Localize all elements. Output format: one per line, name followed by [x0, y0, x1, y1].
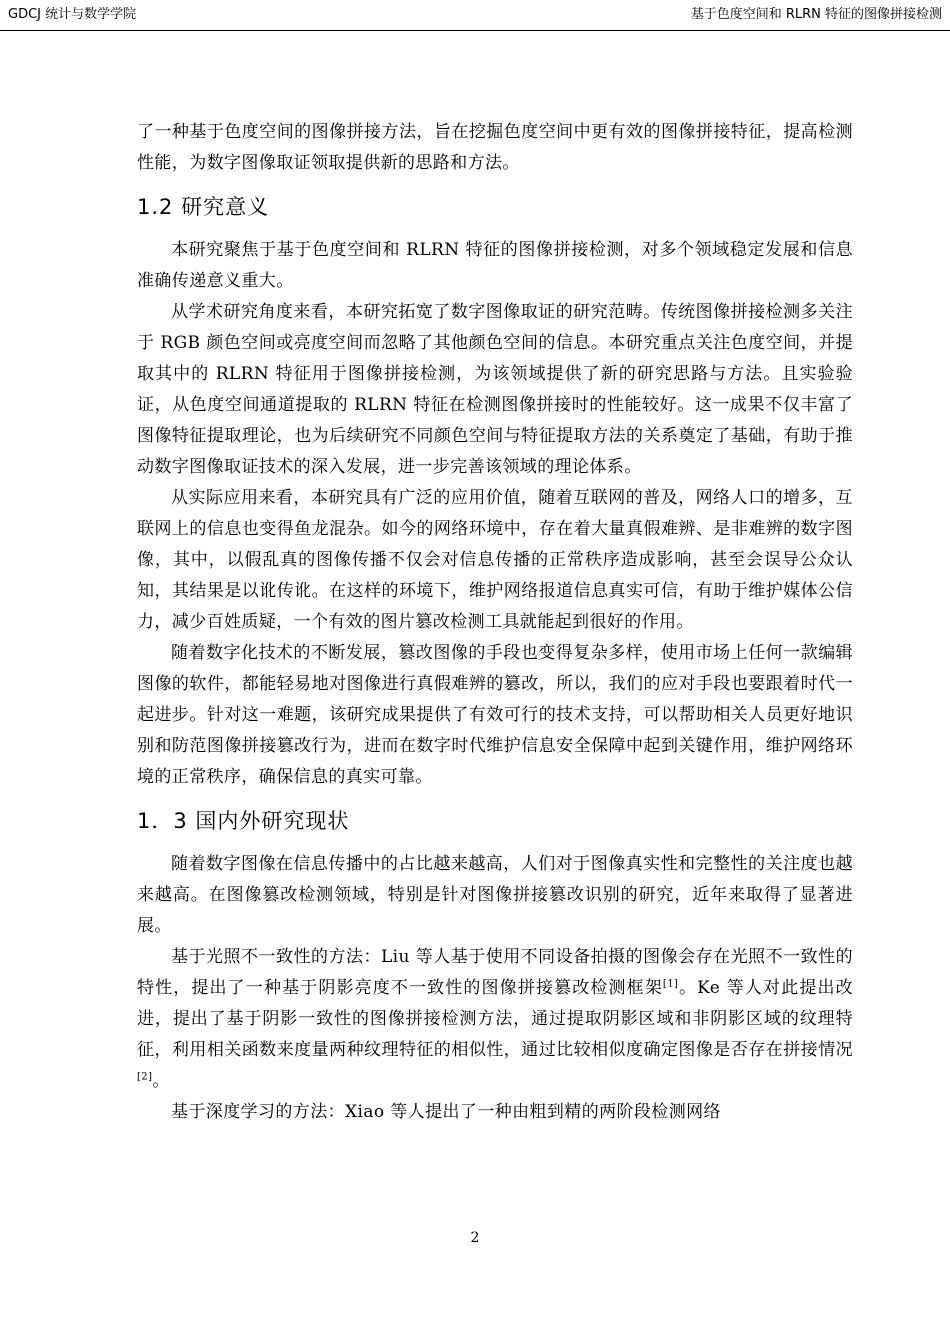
paragraph-academic-significance: 从学术研究角度来看，本研究拓宽了数字图像取证的研究范畴。传统图像拼接检测多关注于 RGB 颜色空间或亮度空间而忽略了其他颜色空间的信息。本研究重点关注色度空间，并提取其中的 RLRN 特征用于图像拼接检测，为该领域提供了新的研究思路与方法。且实验验证，从色度空间通道提取的 RLRN 特征在检测图像拼接时的性能较好。这一成果不仅丰富了图像特征提取理论，也为后续研究不同颜色空间与特征提取方法的关系奠定了基础，有助于推动数字图像取证技术的深入发展，进一步完善该领域的理论体系。 [137, 302, 853, 477]
paragraph-continuation: 了一种基于色度空间的图像拼接方法，旨在挖掘色度空间中更有效的图像拼接特征，提高检测性能，为数字图像取证领取提供新的思路和方法。 [137, 122, 853, 173]
header-right-text: 基于色度空间和 RLRN 特征的图像拼接检测 [690, 7, 942, 22]
paragraph-text: 。 [152, 1071, 170, 1091]
section-heading-1-2: 1.2 研究意义 [137, 195, 270, 219]
citation-ref-2[interactable]: [2] [137, 1071, 153, 1083]
paragraph-illumination-methods [137, 942, 853, 1097]
paragraph-research-status-intro: 随着数字图像在信息传播中的占比越来越高，人们对于图像真实性和完整性的关注度也越来越高。在图像篡改检测领域，特别是针对图像拼接篡改识别的研究，近年来取得了显著进展。 [137, 854, 853, 936]
paragraph-intro-significance: 本研究聚焦于基于色度空间和 RLRN 特征的图像拼接检测，对多个领域稳定发展和信息准确传递意义重大。 [137, 240, 853, 291]
section-heading-1-3: 1．3 国内外研究现状 [137, 809, 350, 833]
page-header [0, 0, 950, 31]
paragraph-text: 。Ke 等人对此提出改进，提出了基于阴影一致性的图像拼接检测方法，通过提取阴影区域和非阴影区域的纹理特征，利用相关函数来度量两种纹理特征的相似性，通过比较相似度确定图像是否存在拼接情况 [137, 978, 853, 1060]
paragraph-technical-significance: 随着数字化技术的不断发展，篡改图像的手段也变得复杂多样，使用市场上任何一款编辑图像的软件，都能轻易地对图像进行真假难辨的篡改，所以，我们的应对手段也要跟着时代一起进步。针对这一难题，该研究成果提供了有效可行的技术支持，可以帮助相关人员更好地识别和防范图像拼接篡改行为，进而在数字时代维护信息安全保障中起到关键作用，维护网络环境的正常秩序，确保信息的真实可靠。 [137, 643, 853, 787]
paragraph-practical-significance: 从实际应用来看，本研究具有广泛的应用价值，随着互联网的普及，网络人口的增多，互联网上的信息也变得鱼龙混杂。如今的网络环境中，存在着大量真假难辨、是非难辨的数字图像，其中，以假乱真的图像传播不仅会对信息传播的正常秩序造成影响，甚至会误导公众认知，其结果是以讹传讹。在这样的环境下，维护网络报道信息真实可信，有助于维护媒体公信力，减少百姓质疑，一个有效的图片篡改检测工具就能起到很好的作用。 [137, 488, 853, 632]
paragraph-text: 基于光照不一致性的方法：Liu 等人基于使用不同设备拍摄的图像会存在光照不一致性的特性，提出了一种基于阴影亮度不一致性的图像拼接篡改检测框架 [137, 947, 853, 998]
page-body [137, 117, 853, 1128]
paragraph-deep-learning-methods: 基于深度学习的方法：Xiao 等人提出了一种由粗到精的两阶段检测网络 [171, 1102, 721, 1122]
page-number: 2 [470, 1230, 480, 1246]
header-left-text: GDCJ 统计与数学学院 [8, 7, 137, 22]
citation-ref-1[interactable]: [1] [662, 978, 679, 990]
